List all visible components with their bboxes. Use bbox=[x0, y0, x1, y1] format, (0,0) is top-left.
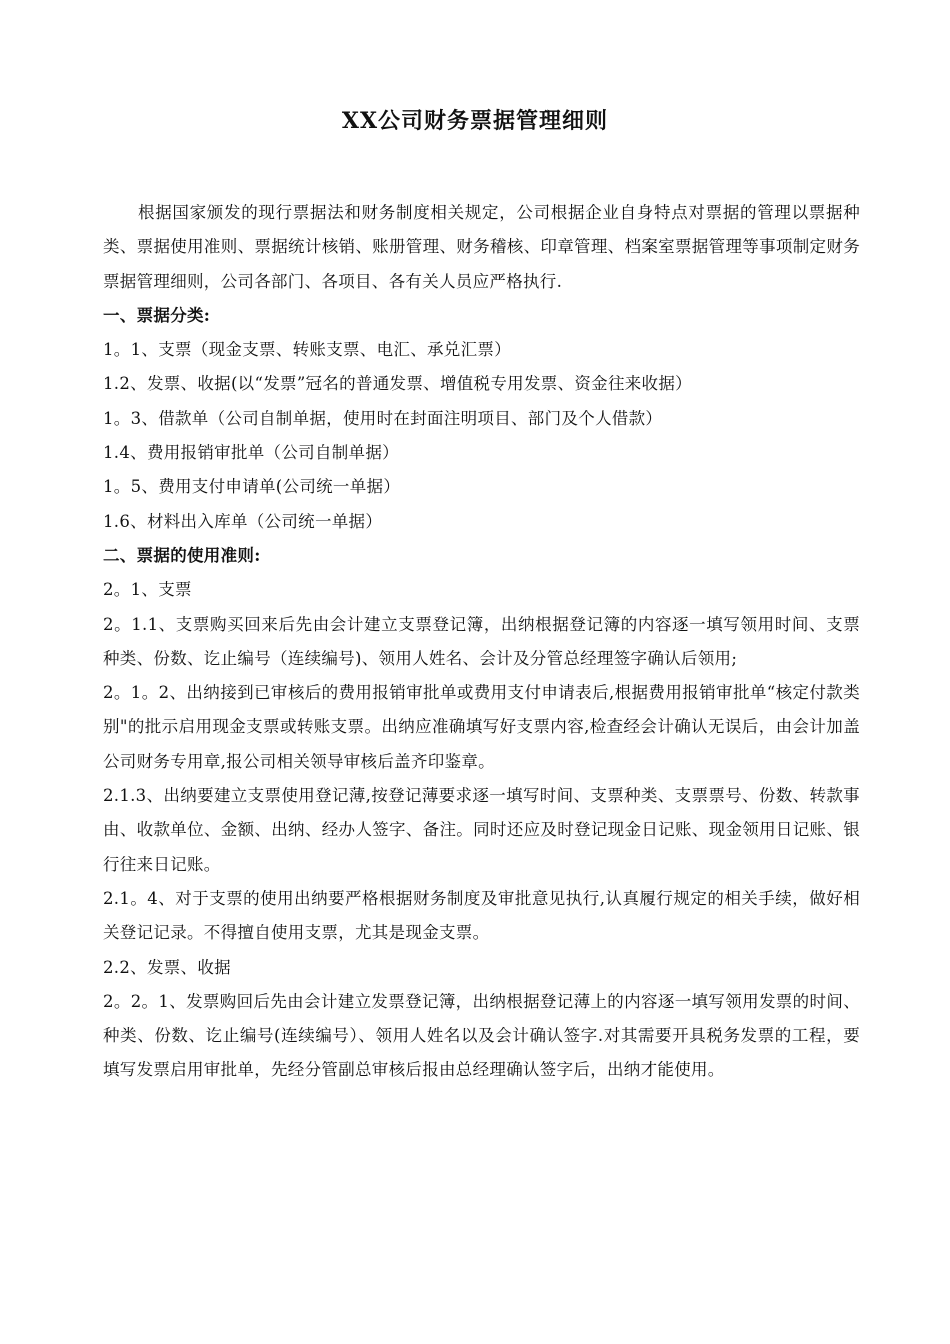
clause-2-1-1: 2。1.1、支票购买回来后先由会计建立支票登记簿，出纳根据登记簿的内容逐一填写领用时间、支票种类、份数、讫止编号（连续编号)、领用人姓名、会计及分管总经理签字确认后领用; bbox=[103, 614, 860, 668]
intro-paragraph: 根据国家颁发的现行票据法和财务制度相关规定，公司根据企业自身特点对票据的管理以票据种类、票据使用准则、票据统计核销、账册管理、财务稽核、印章管理、档案室票据管理等事项制定财务票据管理细则，公司各部门、各项目、各有关人员应严格执行. bbox=[103, 203, 860, 291]
clause-1-6: 1.6、材料出入库单（公司统一单据） bbox=[103, 511, 383, 531]
clause-1-1: 1。1、支票（现金支票、转账支票、电汇、承兑汇票） bbox=[103, 340, 511, 360]
clause-1-4: 1.4、费用报销审批单（公司自制单据） bbox=[103, 443, 399, 463]
document-title: XX公司财务票据管理细则 bbox=[341, 108, 609, 134]
clause-1-3: 1。3、借款单（公司自制单据，使用时在封面注明项目、部门及个人借款） bbox=[103, 408, 663, 428]
clause-1-2: 1.2、发票、收据(以“发票”冠名的普通发票、增值税专用发票、资金往来收据） bbox=[103, 374, 692, 394]
clause-2-1-4: 2.1。4、对于支票的使用出纳要严格根据财务制度及审批意见执行,认真履行规定的相关手续，做好相关登记记录。不得擅自使用支票，尤其是现金支票。 bbox=[103, 888, 860, 943]
section-heading-1: 一、票据分类: bbox=[103, 305, 211, 325]
section-heading-2: 二、票据的使用准则: bbox=[103, 545, 261, 565]
clause-2-1: 2。1、支票 bbox=[103, 580, 192, 600]
clause-1-5: 1。5、费用支付申请单(公司统一单据） bbox=[103, 477, 401, 497]
clause-2-1-2: 2。1。2、出纳接到已审核后的费用报销审批单或费用支付申请表后,根据费用报销审批单“核定付款类别"的批示启用现金支票或转账支票。出纳应准确填写好支票内容,检查经会计确认无误后，由会计加盖公司财务专用章,报公司相关领导审核后盖齐印鉴章。 bbox=[103, 683, 860, 771]
document-body bbox=[103, 196, 860, 1088]
clause-2-1-3: 2.1.3、出纳要建立支票使用登记薄,按登记薄要求逐一填写时间、支票种类、支票票号、份数、转款事由、收款单位、金额、出纳、经办人签字、备注。同时还应及时登记现金日记账、现金领用日记账、银行往来日记账。 bbox=[103, 786, 860, 874]
clause-2-2-1: 2。2。1、发票购回后先由会计建立发票登记簿，出纳根据登记薄上的内容逐一填写领用发票的时间、种类、份数、讫止编号(连续编号）、领用人姓名以及会计确认签字.对其需要开具税务发票的工程，要填写发票启用审批单，先经分管副总审核后报由总经理确认签字后，出纳才能使用。 bbox=[103, 991, 860, 1080]
clause-2-2: 2.2、发票、收据 bbox=[103, 957, 231, 977]
